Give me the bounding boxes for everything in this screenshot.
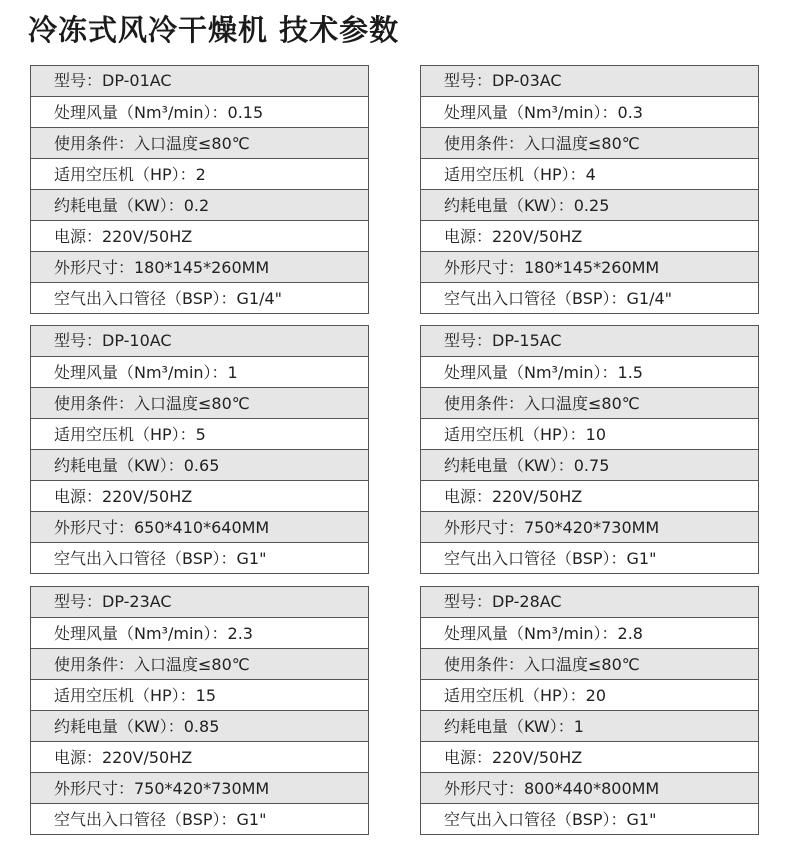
condition-row: 使用条件：入口温度≤80℃ <box>31 387 368 418</box>
dimensions-row: 外形尺寸：750*420*730MM <box>421 511 758 542</box>
dimensions-row: 外形尺寸：750*420*730MM <box>31 772 368 803</box>
power-consumption-row: 约耗电量（KW）：1 <box>421 710 758 741</box>
airflow-row: 处理风量（Nm³/min）：1.5 <box>421 356 758 387</box>
model-row: 型号：DP-10AC <box>31 326 368 356</box>
dimensions-row: 外形尺寸：180*145*260MM <box>31 251 368 282</box>
airflow-row: 处理风量（Nm³/min）：2.3 <box>31 617 368 648</box>
spec-table-dp-15ac <box>420 325 759 574</box>
power-supply-row: 电源：220V/50HZ <box>31 741 368 772</box>
airflow-row: 处理风量（Nm³/min）：0.15 <box>31 96 368 127</box>
compressor-row: 适用空压机（HP）：4 <box>421 158 758 189</box>
spec-table-dp-10ac <box>30 325 369 574</box>
spec-table-dp-23ac <box>30 586 369 835</box>
power-supply-row: 电源：220V/50HZ <box>31 480 368 511</box>
spec-table-dp-03ac <box>420 65 759 314</box>
page-title: 冷冻式风冷干燥机 技术参数 <box>28 13 400 47</box>
airflow-row: 处理风量（Nm³/min）：0.3 <box>421 96 758 127</box>
dimensions-row: 外形尺寸：650*410*640MM <box>31 511 368 542</box>
compressor-row: 适用空压机（HP）：5 <box>31 418 368 449</box>
compressor-row: 适用空压机（HP）：10 <box>421 418 758 449</box>
model-row: 型号：DP-28AC <box>421 587 758 617</box>
condition-row: 使用条件：入口温度≤80℃ <box>421 648 758 679</box>
power-consumption-row: 约耗电量（KW）：0.75 <box>421 449 758 480</box>
condition-row: 使用条件：入口温度≤80℃ <box>421 387 758 418</box>
model-row: 型号：DP-23AC <box>31 587 368 617</box>
model-row: 型号：DP-03AC <box>421 66 758 96</box>
spec-table-dp-01ac <box>30 65 369 314</box>
power-supply-row: 电源：220V/50HZ <box>31 220 368 251</box>
power-supply-row: 电源：220V/50HZ <box>421 220 758 251</box>
compressor-row: 适用空压机（HP）：2 <box>31 158 368 189</box>
compressor-row: 适用空压机（HP）：20 <box>421 679 758 710</box>
airflow-row: 处理风量（Nm³/min）：2.8 <box>421 617 758 648</box>
model-row: 型号：DP-01AC <box>31 66 368 96</box>
power-consumption-row: 约耗电量（KW）：0.2 <box>31 189 368 220</box>
pipe-size-row: 空气出入口管径（BSP）：G1" <box>31 803 368 834</box>
dimensions-row: 外形尺寸：800*440*800MM <box>421 772 758 803</box>
power-supply-row: 电源：220V/50HZ <box>421 741 758 772</box>
spec-table-dp-28ac <box>420 586 759 835</box>
pipe-size-row: 空气出入口管径（BSP）：G1" <box>421 803 758 834</box>
compressor-row: 适用空压机（HP）：15 <box>31 679 368 710</box>
dimensions-row: 外形尺寸：180*145*260MM <box>421 251 758 282</box>
pipe-size-row: 空气出入口管径（BSP）：G1/4" <box>421 282 758 313</box>
pipe-size-row: 空气出入口管径（BSP）：G1/4" <box>31 282 368 313</box>
model-row: 型号：DP-15AC <box>421 326 758 356</box>
pipe-size-row: 空气出入口管径（BSP）：G1" <box>31 542 368 573</box>
condition-row: 使用条件：入口温度≤80℃ <box>31 127 368 158</box>
power-consumption-row: 约耗电量（KW）：0.65 <box>31 449 368 480</box>
airflow-row: 处理风量（Nm³/min）：1 <box>31 356 368 387</box>
pipe-size-row: 空气出入口管径（BSP）：G1" <box>421 542 758 573</box>
power-supply-row: 电源：220V/50HZ <box>421 480 758 511</box>
power-consumption-row: 约耗电量（KW）：0.25 <box>421 189 758 220</box>
condition-row: 使用条件：入口温度≤80℃ <box>31 648 368 679</box>
power-consumption-row: 约耗电量（KW）：0.85 <box>31 710 368 741</box>
condition-row: 使用条件：入口温度≤80℃ <box>421 127 758 158</box>
